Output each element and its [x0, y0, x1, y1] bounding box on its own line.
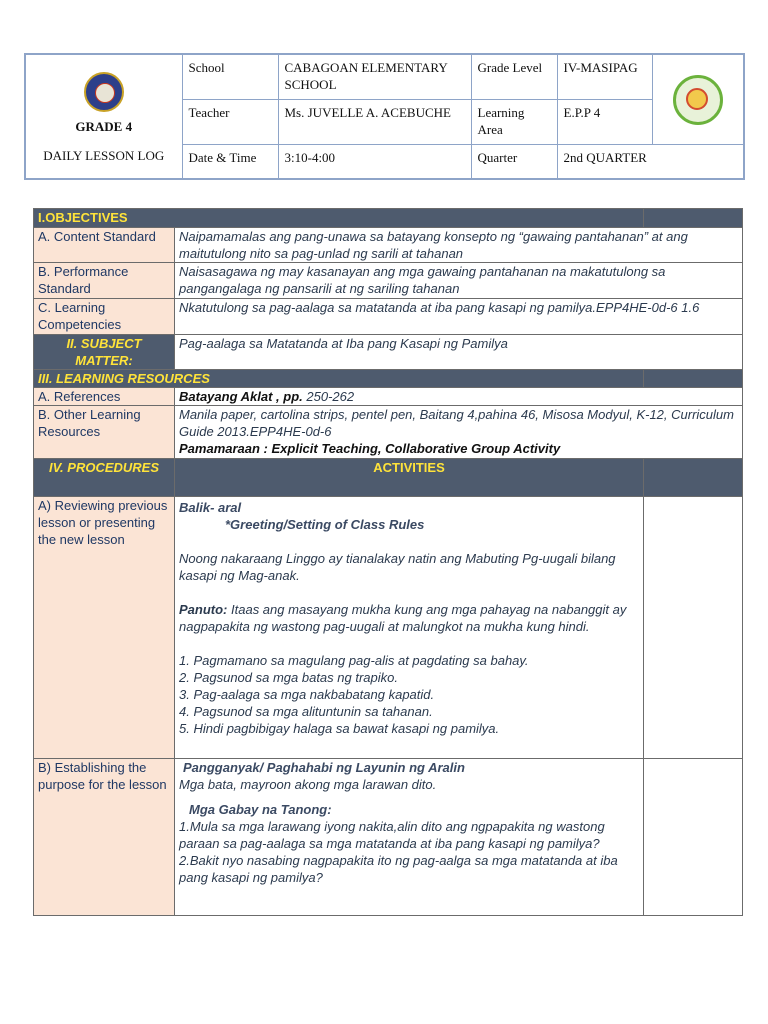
other-resources-text: Manila paper, cartolina strips, pentel pen, Baitang 4,pahina 46, Misosa Modyul, K-12, Curriculum Guide 2013.EPP4HE-0d-6 [179, 407, 734, 439]
grade-level-value: IV-MASIPAG [557, 54, 652, 99]
references-text: Batayang Aklat , pp. [179, 389, 303, 404]
performance-standard-text: Naisasagawa ng may kasanayan ang mga gawaing pantahanan na makatutulong sa pangangalaga ng pansarili at ng sariling tahanan [175, 263, 743, 299]
panuto-paragraph [179, 601, 639, 635]
references-pages: 250-262 [306, 389, 355, 404]
pangganyak-title: Pangganyak/ Paghahabi ng Layunin ng Aralin [183, 760, 465, 775]
grade-title: GRADE 4 [75, 119, 133, 134]
panuto-label: Panuto: [179, 602, 228, 617]
review-paragraph: Noong nakaraang Linggo ay tianalakay natin ang Mabuting Pg-uugali bilang kasapi ng Mag-anak. [179, 551, 616, 583]
header-table [24, 53, 745, 180]
subject-matter-text: Pag-aalaga sa Matatanda at Iba pang Kasapi ng Pamilya [175, 335, 743, 370]
activities-heading-blank [644, 459, 743, 497]
reviewing-lesson-activities [175, 497, 644, 759]
references-label: A. References [34, 388, 175, 406]
purpose-remarks [644, 759, 743, 916]
school-value: CABAGOAN ELEMENTARY SCHOOL [278, 54, 471, 99]
log-title: DAILY LESSON LOG [43, 148, 165, 163]
content-standard-text: Naipamamalas ang pang-unawa sa batayang konsepto ng “gawaing pantahanan” at ang maitutulong nito sa pag-unlad ng sarili at tahanan [175, 228, 743, 263]
learning-area-value: E.P.P 4 [557, 99, 652, 144]
references-cell [175, 388, 743, 406]
school-seal-icon [673, 75, 723, 125]
lesson-table [33, 208, 743, 916]
guide-question-1: 1.Mula sa mga larawang iyong nakita,alin dito ang ngpapakita ng wastong paraan sa pag-aalaga sa mga matatanda at iba pang kasapi ng pamilya? [179, 819, 605, 851]
purpose-intro: Mga bata, mayroon akong mga larawan dito. [179, 777, 437, 792]
school-label: School [182, 54, 278, 99]
guide-question-2: 2.Bakit nyo nasabing nagpapakita ito ng pag-aalga sa mga matatanda at iba pang kasapi ng pamilya? [179, 853, 618, 885]
deped-seal-icon [84, 72, 124, 112]
quarter-label: Quarter [471, 145, 557, 179]
content-standard-label: A. Content Standard [34, 228, 175, 263]
greeting-subtitle: *Greeting/Setting of Class Rules [225, 517, 425, 532]
grade-level-label: Grade Level [471, 54, 557, 99]
activities-heading: ACTIVITIES [175, 459, 644, 497]
header-title-cell [25, 54, 182, 179]
date-time-value: 3:10-4:00 [278, 145, 471, 179]
objectives-heading-blank [644, 209, 743, 228]
date-time-label: Date & Time [182, 145, 278, 179]
other-resources-cell [175, 406, 743, 459]
reviewing-lesson-label: A) Reviewing previous lesson or presenting the new lesson [34, 497, 175, 759]
purpose-label: B) Establishing the purpose for the lesson [34, 759, 175, 916]
review-item: 4. Pagsunod sa mga alituntunin sa tahanan. [179, 704, 433, 719]
panuto-text: Itaas ang masayang mukha kung ang mga pahayag na nabanggit ay nagpapakita ng wastong pag-uugali at malungkot na mukha kung hindi. [179, 602, 627, 634]
balik-aral-title: Balik- aral [179, 500, 242, 515]
teacher-value: Ms. JUVELLE A. ACEBUCHE [278, 99, 471, 144]
learning-competencies-label: C. Learning Competencies [34, 299, 175, 335]
objectives-heading: I.OBJECTIVES [34, 209, 644, 228]
quarter-value: 2nd QUARTER [557, 145, 744, 179]
purpose-activities [175, 759, 644, 916]
review-item: 2. Pagsunod sa mga batas ng trapiko. [179, 670, 398, 685]
learning-resources-heading-blank [644, 370, 743, 388]
learning-resources-heading: III. LEARNING RESOURCES [34, 370, 644, 388]
learning-area-label: Learning Area [471, 99, 557, 144]
reviewing-lesson-remarks [644, 497, 743, 759]
teaching-method-text: Pamamaraan : Explicit Teaching, Collaborative Group Activity [179, 441, 561, 456]
review-item: 5. Hindi pagbibigay halaga sa bawat kasapi ng pamilya. [179, 721, 500, 736]
gabay-na-tanong-heading: Mga Gabay na Tanong: [189, 802, 332, 817]
teacher-label: Teacher [182, 99, 278, 144]
learning-competencies-text: Nkatutulong sa pag-aalaga sa matatanda at iba pang kasapi ng pamilya.EPP4HE-0d-6 1.6 [175, 299, 743, 335]
school-seal-cell [652, 54, 744, 145]
review-item: 3. Pag-aalaga sa mga nakbabatang kapatid. [179, 687, 435, 702]
review-item: 1. Pagmamano sa magulang pag-alis at pagdating sa bahay. [179, 653, 529, 668]
subject-matter-label: II. SUBJECT MATTER: [34, 335, 175, 370]
procedures-label: IV. PROCEDURES [34, 459, 175, 497]
performance-standard-label: B. Performance Standard [34, 263, 175, 299]
other-resources-label: B. Other Learning Resources [34, 406, 175, 459]
